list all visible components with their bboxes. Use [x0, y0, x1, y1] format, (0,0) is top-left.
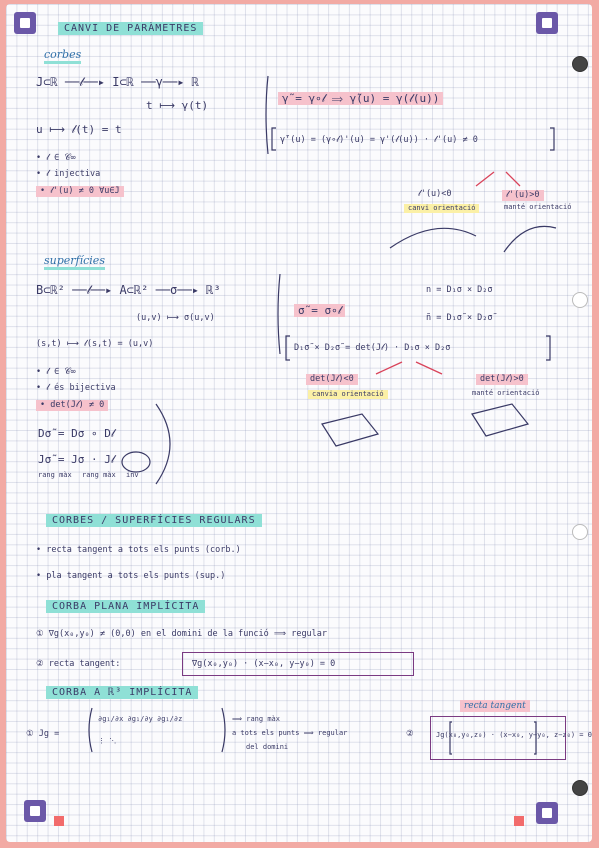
plana-formula: ∇g(x₀,y₀) · (x−x₀, y−y₀) = 0 — [192, 659, 336, 669]
r3-recta-tangent-label: recta tangent — [460, 700, 530, 712]
plana-point-1: ① ∇g(x₀,y₀) ≠ (0,0) en el domini de la funció ⟹ regular — [36, 629, 328, 639]
section-title-canvi: CANVI DE PARÀMETRES — [58, 22, 203, 35]
section-title-r3: CORBA A ℝ³ IMPLÍCITA — [46, 686, 198, 699]
arrow-left-icon — [376, 362, 402, 374]
arrow-right-icon — [506, 172, 520, 186]
curve-composition: γ̃ = γ∘𝓁 ⟹ γ̃(u) = γ(𝓁(u)) — [278, 92, 443, 105]
curve-map: J⊂ℝ ──𝓁──▸ I⊂ℝ ──γ──▸ ℝ — [36, 75, 199, 89]
curve-neg-label: canvi orientació — [404, 204, 479, 213]
surface-jchain: Jσ̃ = Jσ · J𝓁 — [38, 453, 115, 466]
surface-st-map: (s,t) ⟼ 𝓁(s,t) = (u,v) — [36, 339, 154, 349]
plana-point-2: ② recta tangent: — [36, 659, 121, 669]
r3-note-2: a tots els punts ⟹ regular — [232, 729, 348, 737]
curve-pos: 𝓁'(u)>0 — [502, 190, 544, 201]
regulars-line-1: • recta tangent a tots els punts (corb.) — [36, 545, 241, 555]
surface-dchain: Dσ̃ = Dσ ∘ D𝓁 — [38, 427, 115, 440]
surface-brace-icon — [278, 274, 280, 354]
r3-matrix-row2: ⋮ ⋱ — [98, 737, 117, 745]
surface-n: n = D₁σ × D₂σ — [426, 285, 493, 295]
curve-brace-icon — [266, 76, 268, 154]
surface-pos: det(J𝓁)>0 — [476, 374, 528, 385]
surface-r3: inv — [126, 471, 139, 479]
curve-cond-2: • 𝓁 injectiva — [36, 169, 101, 179]
surface-cond-3: • det(J𝓁) ≠ 0 — [36, 400, 108, 411]
curve-u-map: u ⟼ 𝓁(t) = t — [36, 123, 122, 136]
curve-derivative: γ̃'(u) = (γ∘𝓁)'(u) = γ'(𝓁(u)) · 𝓁'(u) ≠ 0 — [280, 135, 478, 145]
surface-cond-1: • 𝓁 ∈ 𝒞∞ — [36, 367, 76, 377]
subtitle-superficies: superfícies — [44, 254, 105, 270]
surface-neg-label: canvia orientació — [308, 390, 388, 399]
r3-note-3: del domini — [246, 743, 289, 751]
surface-r2: rang màx — [82, 471, 116, 479]
r3-matrix-row1: ∂g₁/∂x ∂g₁/∂y ∂g₁/∂z — [98, 715, 183, 723]
r3-note-1: ⟹ rang màx — [232, 715, 280, 723]
surface-pos-label: manté orientació — [472, 389, 540, 397]
sketch-strokes — [6, 4, 592, 842]
arrow-left-icon — [476, 172, 494, 186]
surface-r1: rang màx — [38, 471, 72, 479]
curve-neg: 𝓁'(u)<0 — [418, 189, 452, 199]
r3-jacobian-label: ① Jg = — [26, 729, 60, 739]
notebook-page — [6, 4, 592, 842]
surface-derivative: D₁σ̃ × D₂σ̃ = det(J𝓁) · D₁σ × D₂σ — [294, 343, 451, 353]
curve-pos-label: manté orientació — [504, 203, 572, 211]
surface-cond-2: • 𝓁 és bijectiva — [36, 383, 116, 393]
surface-map: B⊂ℝ² ──𝓁──▸ A⊂ℝ² ──σ──▸ ℝ³ — [36, 283, 221, 297]
arrow-right-icon — [416, 362, 442, 374]
r3-point-2: ② — [406, 729, 414, 739]
r3-formula: Jg(x₀,y₀,z₀) · (x−x₀, y−y₀, z−z₀) = 0 — [436, 731, 592, 739]
curve-cond-1: • 𝓁 ∈ 𝒞∞ — [36, 153, 76, 163]
curve-t-map: t ⟼ γ(t) — [146, 99, 209, 112]
surface-n-tilde: ñ = D₁σ̃ × D₂σ̃ — [426, 313, 493, 323]
surface-uv-map: (u,v) ⟼ σ(u,v) — [136, 313, 215, 323]
curve-cond-3: • 𝓁'(u) ≠ 0 ∀u∈J — [36, 186, 124, 197]
surface-composition: σ̃ = σ∘𝓁 — [294, 304, 345, 317]
section-title-plana: CORBA PLANA IMPLÍCITA — [46, 600, 205, 613]
regulars-line-2: • pla tangent a tots els punts (sup.) — [36, 571, 226, 581]
subtitle-corbes: corbes — [44, 48, 81, 64]
section-title-regulars: CORBES / SUPERFÍCIES REGULARS — [46, 514, 262, 527]
surface-neg: det(J𝓁)<0 — [306, 374, 358, 385]
